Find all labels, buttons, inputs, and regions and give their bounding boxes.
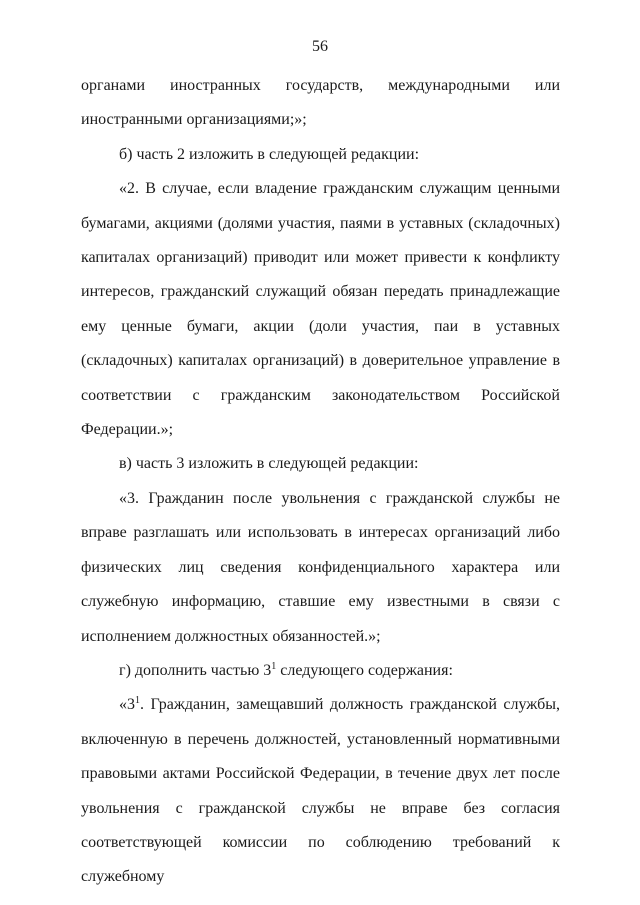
paragraph-item-b: б) часть 2 изложить в следующей редакции: (119, 145, 420, 163)
paragraph-part-3-1-text (81, 688, 560, 894)
part-3-1-body: . Гражданин, замещавший должность гражданской службы, включенную в перечень должностей, установленный нормативными правовыми актами Российской Федерации, в течение двух лет после увольнения с гражданской службы не вправе без согласия соответствующей комиссии по соблюдению требований к служебному (81, 696, 560, 886)
item-g-text-start: г) дополнить частью 3 (119, 661, 272, 679)
paragraph-part-3-text: «3. Гражданин после увольнения с гражданской службы не вправе разглашать или использовать в интересах организаций либо физических лиц сведения конфиденциального характера или служебную информацию, ставшие ему известными в связи с исполнением должностных обязанностей.»; (81, 489, 560, 645)
part-3-1-open: «3 (119, 696, 135, 714)
page-number: 56 (312, 38, 328, 55)
paragraph-continuation: органами иностранных государств, международными или иностранными организациями;»; (81, 77, 560, 129)
document-body (81, 69, 560, 895)
item-g-superscript: 1 (271, 660, 277, 672)
item-g-text-end: следующего содержания: (276, 661, 453, 679)
paragraph-item-g (81, 654, 560, 688)
paragraph-part-2-text: «2. В случае, если владение гражданским служащим ценными бумагами, акциями (долями участия, паями в уставных (складочных) капиталах организаций) приводит или может привести к конфликту интересов, гражданский служащий обязан передать принадлежащие ему ценные бумаги, акции (доли участия, паи в уставных (складочных) капиталах организаций) в доверительное управление в соответствии с гражданским законодательством Российской Федерации.»; (81, 180, 560, 439)
paragraph-item-v: в) часть 3 изложить в следующей редакции: (119, 455, 419, 473)
part-3-1-superscript: 1 (135, 695, 140, 707)
